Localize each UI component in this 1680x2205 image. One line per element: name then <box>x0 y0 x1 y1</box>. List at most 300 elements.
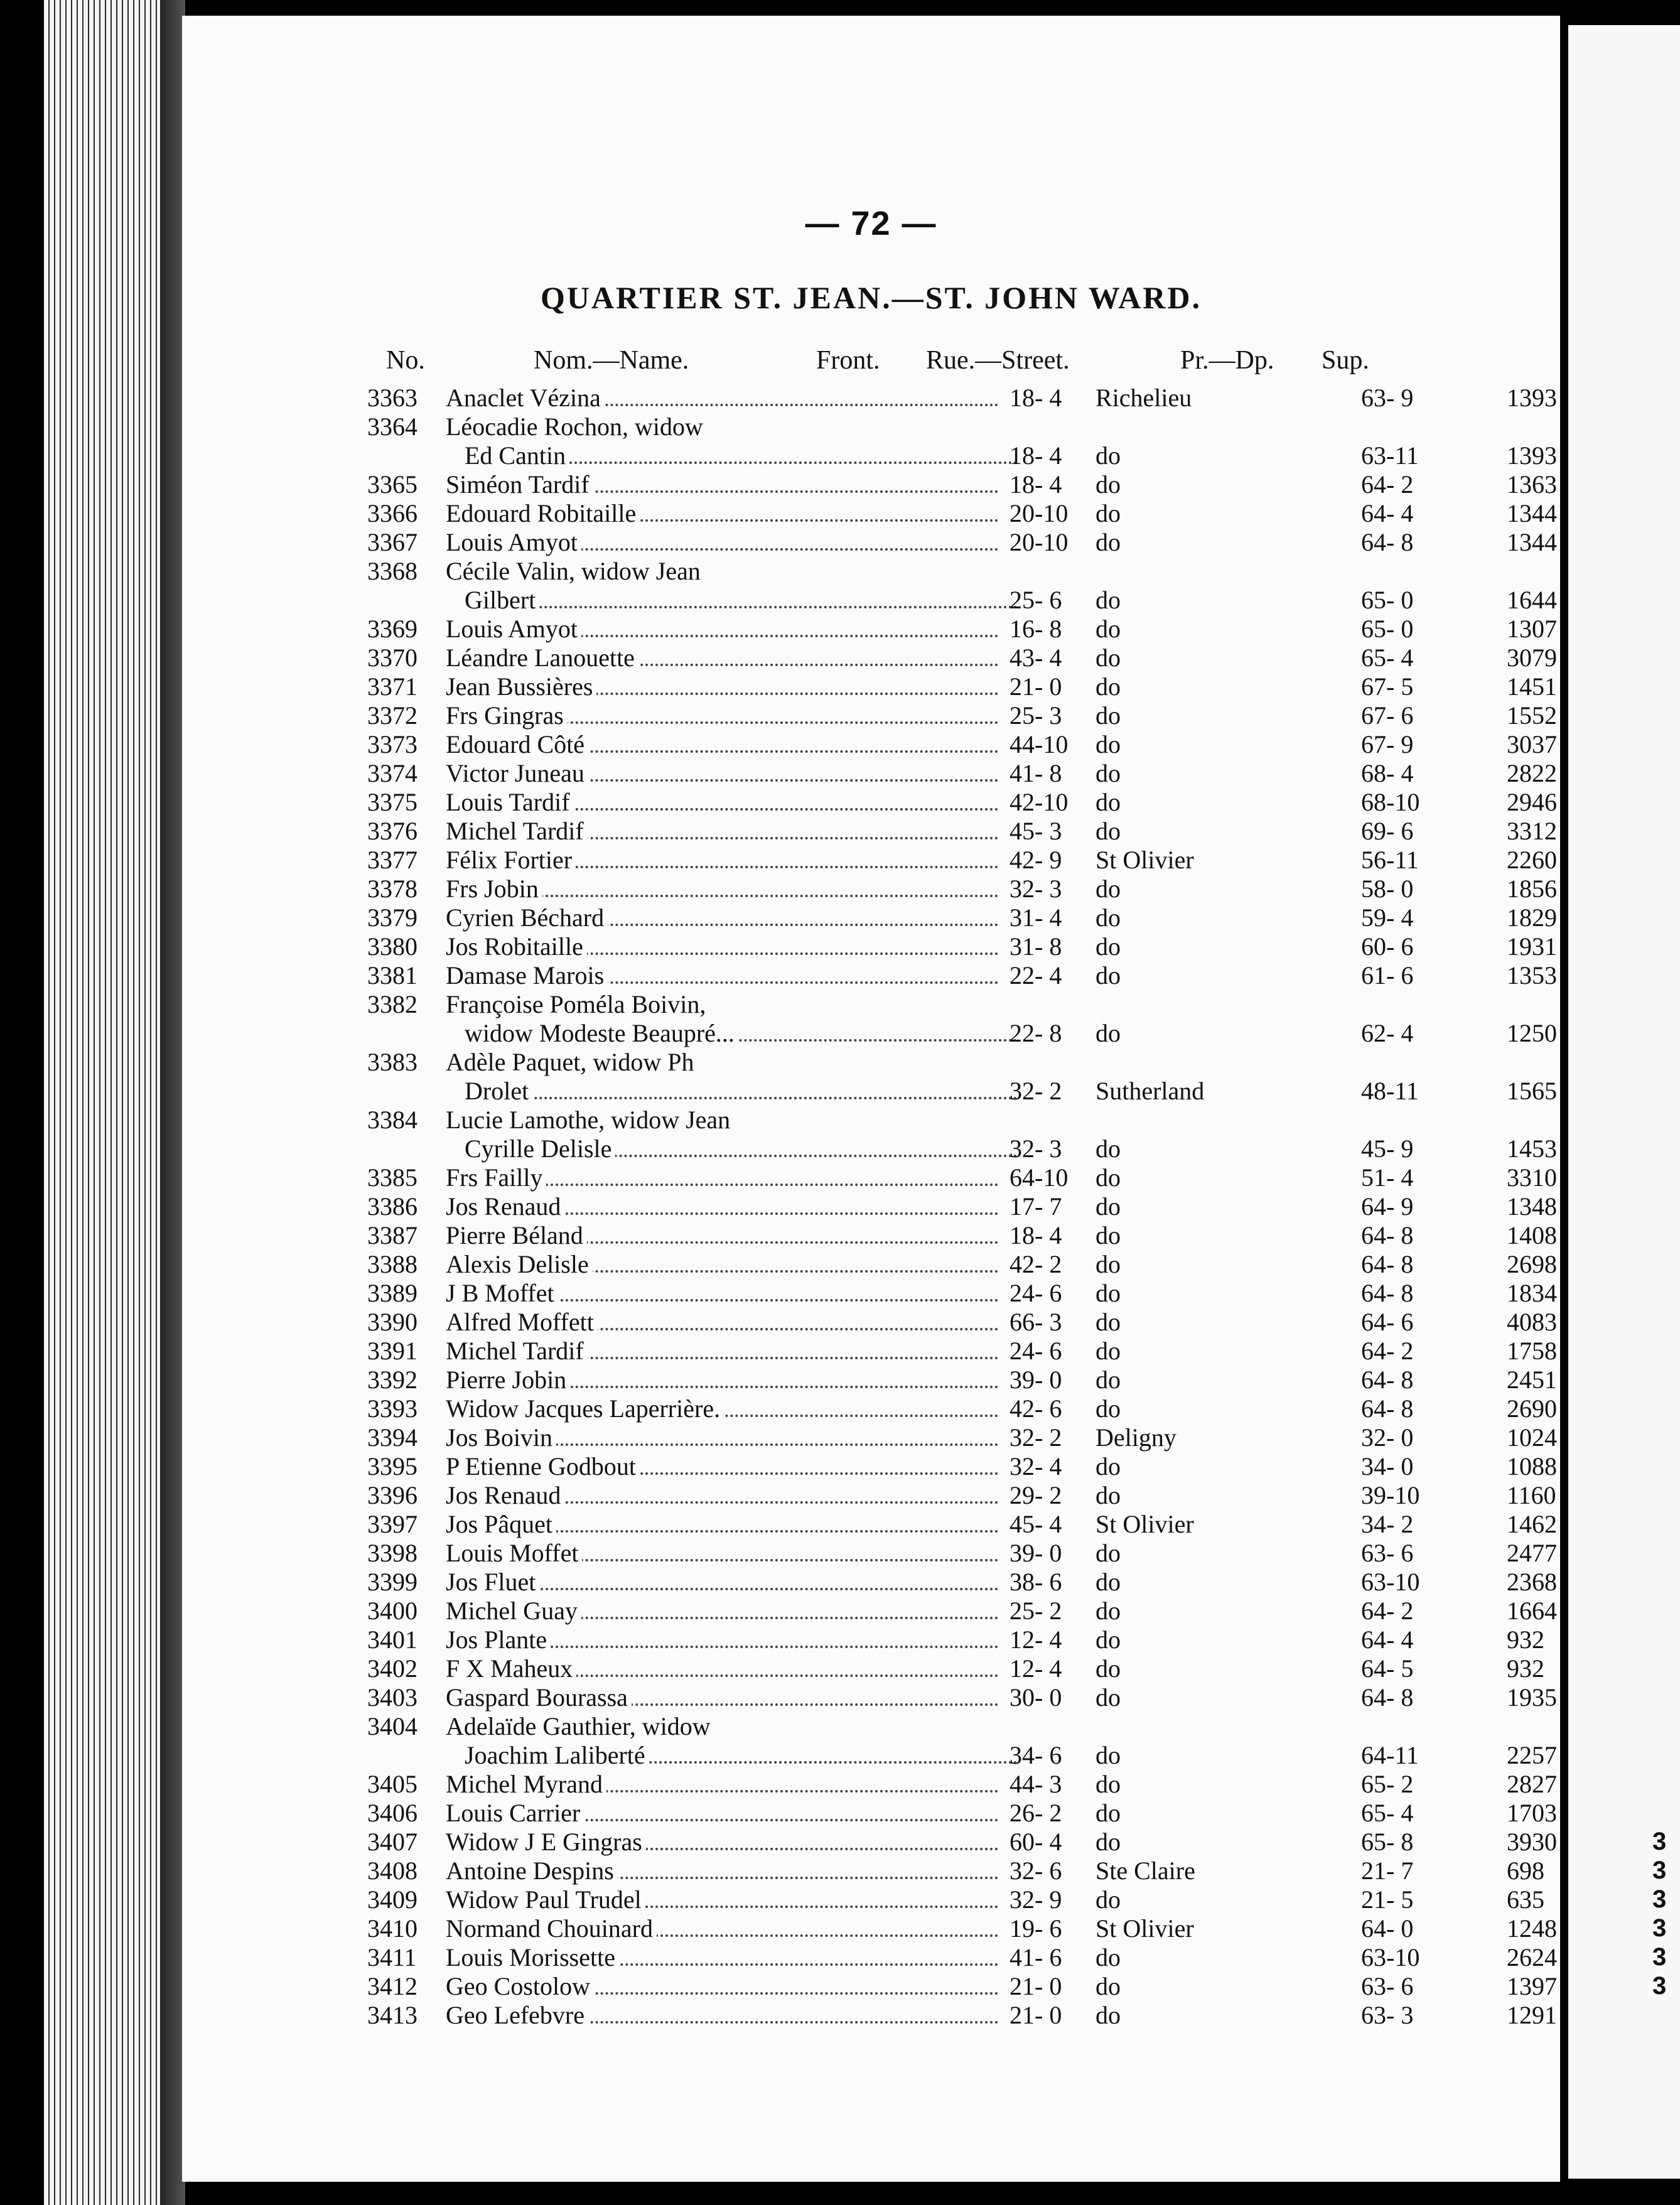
table-row <box>182 1452 1560 1480</box>
frontage: 18- 4 <box>1010 1221 1062 1249</box>
street: do <box>1096 1770 1121 1798</box>
table-row <box>182 614 1560 643</box>
depth: 32- 0 <box>1361 1423 1414 1452</box>
entry-number: 3392 <box>367 1366 417 1394</box>
area: 2946 <box>1507 788 1557 816</box>
area: 2368 <box>1507 1568 1557 1596</box>
owner-name <box>446 1567 998 1597</box>
area: 635 <box>1507 1885 1544 1914</box>
owner-name <box>446 1336 998 1366</box>
street: St Olivier <box>1096 1510 1194 1538</box>
owner-name <box>446 1683 998 1712</box>
area: 1088 <box>1507 1452 1557 1480</box>
area: 1160 <box>1507 1481 1556 1509</box>
frontage: 18- 4 <box>1010 470 1062 499</box>
depth: 69- 6 <box>1361 817 1414 845</box>
street: do <box>1096 615 1121 643</box>
area: 4083 <box>1507 1308 1557 1336</box>
owner-name-text: Pierre Jobin <box>446 1366 570 1394</box>
owner-name-text: Alexis Delisle <box>446 1250 593 1278</box>
area: 1408 <box>1507 1221 1557 1249</box>
owner-name <box>465 1134 1017 1163</box>
depth: 64- 5 <box>1361 1654 1414 1683</box>
frontage: 42- 6 <box>1010 1394 1062 1423</box>
area: 1307 <box>1507 615 1557 643</box>
street: do <box>1096 1163 1121 1192</box>
table-row <box>182 556 1560 585</box>
owner-name <box>446 1423 998 1452</box>
owner-name-text: Adelaïde Gauthier, widow <box>446 1712 714 1740</box>
street: do <box>1096 759 1121 787</box>
area: 1353 <box>1507 961 1557 989</box>
street: do <box>1096 1539 1121 1567</box>
owner-name <box>465 441 1017 470</box>
table-row <box>182 1307 1560 1336</box>
depth: 64- 9 <box>1361 1192 1414 1221</box>
area: 1758 <box>1507 1337 1557 1365</box>
frontage: 20-10 <box>1010 499 1069 527</box>
owner-name-text: J B Moffet <box>446 1279 558 1307</box>
owner-name-text: widow Modeste Beaupré... <box>465 1019 738 1047</box>
facing-page-digit: 3 <box>1652 1914 1667 1942</box>
table-row <box>182 1625 1560 1654</box>
area: 1397 <box>1507 1972 1557 2000</box>
entry-number: 3365 <box>367 470 417 499</box>
frontage: 22- 8 <box>1010 1019 1062 1047</box>
table-row <box>182 1567 1560 1596</box>
depth: 65- 0 <box>1361 586 1414 614</box>
area: 1363 <box>1507 470 1557 499</box>
entry-number: 3380 <box>367 932 417 961</box>
street: do <box>1096 586 1121 614</box>
table-row <box>182 1221 1560 1249</box>
depth: 61- 6 <box>1361 961 1414 989</box>
table-row <box>182 1683 1560 1712</box>
frontage: 20-10 <box>1010 528 1069 556</box>
depth: 39-10 <box>1361 1481 1420 1509</box>
table-row <box>182 845 1560 874</box>
owner-name <box>446 1047 998 1077</box>
area: 1565 <box>1507 1077 1557 1105</box>
owner-name <box>446 1221 998 1250</box>
owner-name <box>446 1856 998 1885</box>
owner-name <box>446 1827 998 1857</box>
table-row <box>182 1509 1560 1538</box>
owner-name-text: Jos Boivin <box>446 1423 556 1452</box>
facing-page-digit: 3 <box>1652 1943 1667 1971</box>
frontage: 42-10 <box>1010 788 1069 816</box>
table-row <box>182 1914 1560 1943</box>
depth: 21- 7 <box>1361 1857 1414 1885</box>
owner-name-text: Lucie Lamothe, widow Jean <box>446 1106 734 1134</box>
table-row <box>182 932 1560 961</box>
table-row <box>182 1336 1560 1365</box>
owner-name-text: Louis Moffet <box>446 1539 582 1567</box>
owner-name-text: Louis Morissette <box>446 1943 619 1971</box>
owner-name-text: Léandre Lanouette <box>446 644 638 672</box>
depth: 64- 8 <box>1361 1279 1414 1307</box>
depth: 63- 6 <box>1361 1972 1414 2000</box>
entry-number: 3383 <box>367 1048 417 1076</box>
street: do <box>1096 528 1121 556</box>
owner-name <box>446 1452 998 1481</box>
entry-number: 3391 <box>367 1337 417 1365</box>
owner-name-text: Louis Amyot <box>446 615 581 643</box>
owner-name <box>465 1076 1017 1106</box>
table-row <box>182 787 1560 816</box>
frontage: 44- 3 <box>1010 1770 1062 1798</box>
owner-name <box>446 470 998 499</box>
depth: 65- 4 <box>1361 644 1414 672</box>
street: do <box>1096 1568 1121 1596</box>
frontage: 24- 6 <box>1010 1279 1062 1307</box>
frontage: 16- 8 <box>1010 615 1062 643</box>
depth: 63-11 <box>1361 441 1419 470</box>
owner-name <box>446 412 998 441</box>
table-row <box>182 1596 1560 1625</box>
area: 1451 <box>1507 672 1557 701</box>
owner-name-text: Geo Lefebvre <box>446 2001 588 2029</box>
area: 1024 <box>1507 1423 1557 1452</box>
table-row <box>182 441 1560 470</box>
street: do <box>1096 1481 1121 1509</box>
frontage: 38- 6 <box>1010 1568 1062 1596</box>
owner-name-text: Françoise Poméla Boivin, <box>446 990 709 1018</box>
owner-name <box>446 1971 998 2001</box>
frontage: 32- 6 <box>1010 1857 1062 1885</box>
street: do <box>1096 1221 1121 1249</box>
table-row <box>182 1740 1560 1769</box>
owner-name-text: Edouard Côté <box>446 730 588 758</box>
table-row <box>182 1712 1560 1740</box>
entry-number: 3396 <box>367 1481 417 1509</box>
area: 1664 <box>1507 1597 1557 1625</box>
owner-name <box>446 1394 998 1423</box>
owner-name <box>446 1480 998 1510</box>
owner-name <box>446 1105 998 1135</box>
frontage: 31- 8 <box>1010 932 1062 961</box>
entry-number: 3375 <box>367 788 417 816</box>
area: 932 <box>1507 1625 1544 1654</box>
entry-number: 3403 <box>367 1683 417 1712</box>
table-row <box>182 1047 1560 1076</box>
area: 2451 <box>1507 1366 1557 1394</box>
area: 1829 <box>1507 903 1557 932</box>
table-row <box>182 527 1560 556</box>
owner-name <box>446 758 998 788</box>
entry-number: 3373 <box>367 730 417 758</box>
area: 1552 <box>1507 701 1557 730</box>
street: do <box>1096 817 1121 845</box>
owner-name-text: Anaclet Vézina <box>446 384 605 412</box>
entry-number: 3409 <box>367 1885 417 1914</box>
depth: 64- 8 <box>1361 1683 1414 1712</box>
entry-number: 3406 <box>367 1799 417 1827</box>
owner-name <box>446 1943 998 1972</box>
depth: 64- 2 <box>1361 1597 1414 1625</box>
depth: 48-11 <box>1361 1077 1419 1105</box>
street: St Olivier <box>1096 1914 1194 1943</box>
owner-name <box>446 989 998 1019</box>
owner-name <box>446 499 998 528</box>
entry-number: 3393 <box>367 1394 417 1423</box>
frontage: 45- 4 <box>1010 1510 1062 1538</box>
table-row <box>182 961 1560 989</box>
street: Deligny <box>1096 1423 1177 1452</box>
area: 1453 <box>1507 1135 1557 1163</box>
entry-number: 3377 <box>367 846 417 874</box>
area: 1644 <box>1507 586 1557 614</box>
owner-name-text: Gilbert <box>465 586 539 614</box>
owner-name <box>446 1249 998 1279</box>
owner-name-text: Louis Carrier <box>446 1799 584 1827</box>
table-row <box>182 1798 1560 1827</box>
depth: 63- 3 <box>1361 2001 1414 2029</box>
table-row <box>182 383 1560 412</box>
owner-name-text: Damase Marois <box>446 961 608 989</box>
area: 932 <box>1507 1654 1544 1683</box>
table-row <box>182 1365 1560 1394</box>
owner-name <box>446 874 998 903</box>
entry-number: 3401 <box>367 1625 417 1654</box>
street: do <box>1096 470 1121 499</box>
owner-name <box>446 787 998 817</box>
table-row <box>182 470 1560 499</box>
owner-name-text: Drolet <box>465 1077 532 1105</box>
owner-name <box>446 2000 998 2030</box>
area: 1393 <box>1507 441 1557 470</box>
entry-number: 3367 <box>367 528 417 556</box>
table-row <box>182 758 1560 787</box>
depth: 68- 4 <box>1361 759 1414 787</box>
table-row <box>182 701 1560 730</box>
owner-name <box>446 816 998 846</box>
owner-name <box>465 585 1017 615</box>
owner-name <box>446 1509 998 1539</box>
frontage: 17- 7 <box>1010 1192 1062 1221</box>
header-sup: Sup. <box>1322 346 1369 375</box>
street: do <box>1096 961 1121 989</box>
area: 3930 <box>1507 1828 1557 1856</box>
table-row <box>182 1394 1560 1423</box>
table-row <box>182 874 1560 903</box>
header-street: Rue.—Street. <box>926 346 1070 375</box>
street: do <box>1096 1337 1121 1365</box>
entry-number: 3376 <box>367 817 417 845</box>
area: 1834 <box>1507 1279 1557 1307</box>
area: 2624 <box>1507 1943 1557 1971</box>
table-row <box>182 1105 1560 1134</box>
street: do <box>1096 644 1121 672</box>
entry-number: 3381 <box>367 961 417 989</box>
area: 2827 <box>1507 1770 1557 1798</box>
frontage: 18- 4 <box>1010 441 1062 470</box>
frontage: 29- 2 <box>1010 1481 1062 1509</box>
owner-name <box>446 383 998 412</box>
street: do <box>1096 1308 1121 1336</box>
entry-number: 3410 <box>367 1914 417 1943</box>
street: do <box>1096 730 1121 758</box>
depth: 64- 4 <box>1361 1625 1414 1654</box>
entry-number: 3372 <box>367 701 417 730</box>
street: do <box>1096 932 1121 961</box>
owner-name-text: Michel Tardif <box>446 817 588 845</box>
street: do <box>1096 672 1121 701</box>
owner-name <box>446 1914 998 1943</box>
frontage: 32- 2 <box>1010 1423 1062 1452</box>
street: do <box>1096 2001 1121 2029</box>
depth: 65- 8 <box>1361 1828 1414 1856</box>
area: 1935 <box>1507 1683 1557 1712</box>
owner-name-text: Edouard Robitaille <box>446 499 640 527</box>
table-row <box>182 1249 1560 1278</box>
owner-name-text: Joachim Laliberté <box>465 1741 649 1769</box>
frontage: 64-10 <box>1010 1163 1069 1192</box>
entry-number: 3382 <box>367 990 417 1018</box>
street: St Olivier <box>1096 846 1194 874</box>
table-row <box>182 1192 1560 1221</box>
street: do <box>1096 1625 1121 1654</box>
header-name: Nom.—Name. <box>534 346 689 375</box>
owner-name-text: Jos Renaud <box>446 1481 564 1509</box>
frontage: 25- 2 <box>1010 1597 1062 1625</box>
table-header <box>182 345 1560 383</box>
facing-page-digit: 3 <box>1652 1885 1667 1913</box>
frontage: 32- 9 <box>1010 1885 1062 1914</box>
owner-name-text: Gaspard Bourassa <box>446 1683 632 1712</box>
frontage: 32- 4 <box>1010 1452 1062 1480</box>
frontage: 45- 3 <box>1010 817 1062 845</box>
entry-number: 3389 <box>367 1279 417 1307</box>
depth: 21- 5 <box>1361 1885 1414 1914</box>
depth: 59- 4 <box>1361 903 1414 932</box>
street: Richelieu <box>1096 384 1192 412</box>
depth: 67- 5 <box>1361 672 1414 701</box>
book-page-edges <box>44 0 176 2205</box>
table-row <box>182 1885 1560 1914</box>
area: 1703 <box>1507 1799 1557 1827</box>
owner-name-text: Jos Fluet <box>446 1568 539 1596</box>
depth: 64- 2 <box>1361 470 1414 499</box>
owner-name-text: Widow Jacques Laperrière. <box>446 1394 724 1423</box>
owner-name-text: Félix Fortier <box>446 846 576 874</box>
street: do <box>1096 1019 1121 1047</box>
entry-number: 3369 <box>367 615 417 643</box>
assessment-table <box>182 383 1560 2029</box>
street: do <box>1096 1452 1121 1480</box>
owner-name <box>446 1307 998 1337</box>
entry-number: 3364 <box>367 412 417 441</box>
table-row <box>182 1856 1560 1885</box>
frontage: 32- 2 <box>1010 1077 1062 1105</box>
street: do <box>1096 1828 1121 1856</box>
entry-number: 3395 <box>367 1452 417 1480</box>
frontage: 60- 4 <box>1010 1828 1062 1856</box>
owner-name-text: Victor Juneau <box>446 759 588 787</box>
table-row <box>182 903 1560 932</box>
street: do <box>1096 875 1121 903</box>
frontage: 32- 3 <box>1010 875 1062 903</box>
table-row <box>182 1423 1560 1452</box>
depth: 64-11 <box>1361 1741 1419 1769</box>
table-row <box>182 1163 1560 1192</box>
table-row <box>182 1278 1560 1307</box>
entry-number: 3387 <box>367 1221 417 1249</box>
owner-name-text: Ed Cantin <box>465 441 569 470</box>
street: do <box>1096 1394 1121 1423</box>
entry-number: 3400 <box>367 1597 417 1625</box>
depth: 65- 4 <box>1361 1799 1414 1827</box>
owner-name-text: Adèle Paquet, widow Ph <box>446 1048 698 1076</box>
area: 3312 <box>1507 817 1557 845</box>
depth: 45- 9 <box>1361 1135 1414 1163</box>
owner-name <box>446 961 998 990</box>
owner-name <box>446 1769 998 1799</box>
area: 1348 <box>1507 1192 1557 1221</box>
entry-number: 3385 <box>367 1163 417 1192</box>
owner-name-text: P Etienne Godbout <box>446 1452 640 1480</box>
depth: 63- 9 <box>1361 384 1414 412</box>
entry-number: 3402 <box>367 1654 417 1683</box>
entry-number: 3388 <box>367 1250 417 1278</box>
owner-name <box>446 1278 998 1308</box>
table-row <box>182 730 1560 758</box>
depth: 64- 2 <box>1361 1337 1414 1365</box>
entry-number: 3374 <box>367 759 417 787</box>
owner-name-text: Alfred Moffett <box>446 1308 598 1336</box>
frontage: 66- 3 <box>1010 1308 1062 1336</box>
depth: 64- 8 <box>1361 1366 1414 1394</box>
document-page <box>182 16 1560 2182</box>
depth: 63- 6 <box>1361 1539 1414 1567</box>
depth: 34- 0 <box>1361 1452 1414 1480</box>
owner-name <box>446 1365 998 1394</box>
owner-name-text: Louis Tardif <box>446 788 574 816</box>
depth: 64- 0 <box>1361 1914 1414 1943</box>
owner-name <box>446 527 998 557</box>
entry-number: 3404 <box>367 1712 417 1740</box>
owner-name <box>446 1192 998 1221</box>
owner-name <box>446 1538 998 1568</box>
owner-name <box>446 614 998 644</box>
depth: 64- 8 <box>1361 1221 1414 1249</box>
owner-name <box>446 1798 998 1828</box>
owner-name <box>446 643 998 672</box>
frontage: 18- 4 <box>1010 384 1062 412</box>
area: 3037 <box>1507 730 1557 758</box>
street: do <box>1096 1943 1121 1971</box>
owner-name-text: Frs Failly <box>446 1163 546 1192</box>
owner-name <box>446 1885 998 1914</box>
owner-name <box>446 730 998 759</box>
table-row <box>182 1769 1560 1798</box>
street: do <box>1096 1279 1121 1307</box>
depth: 63-10 <box>1361 1568 1420 1596</box>
facing-page-digit: 3 <box>1652 1857 1667 1884</box>
frontage: 43- 4 <box>1010 644 1062 672</box>
street: do <box>1096 1135 1121 1163</box>
owner-name-text: Michel Tardif <box>446 1337 588 1365</box>
depth: 34- 2 <box>1361 1510 1414 1538</box>
frontage: 34- 6 <box>1010 1741 1062 1769</box>
facing-page-digits <box>1652 1827 1680 2000</box>
table-row <box>182 1480 1560 1509</box>
facing-page-digit: 3 <box>1652 1972 1667 2000</box>
area: 2257 <box>1507 1741 1557 1769</box>
table-row <box>182 1654 1560 1683</box>
table-row <box>182 1943 1560 1971</box>
entry-number: 3394 <box>367 1423 417 1452</box>
